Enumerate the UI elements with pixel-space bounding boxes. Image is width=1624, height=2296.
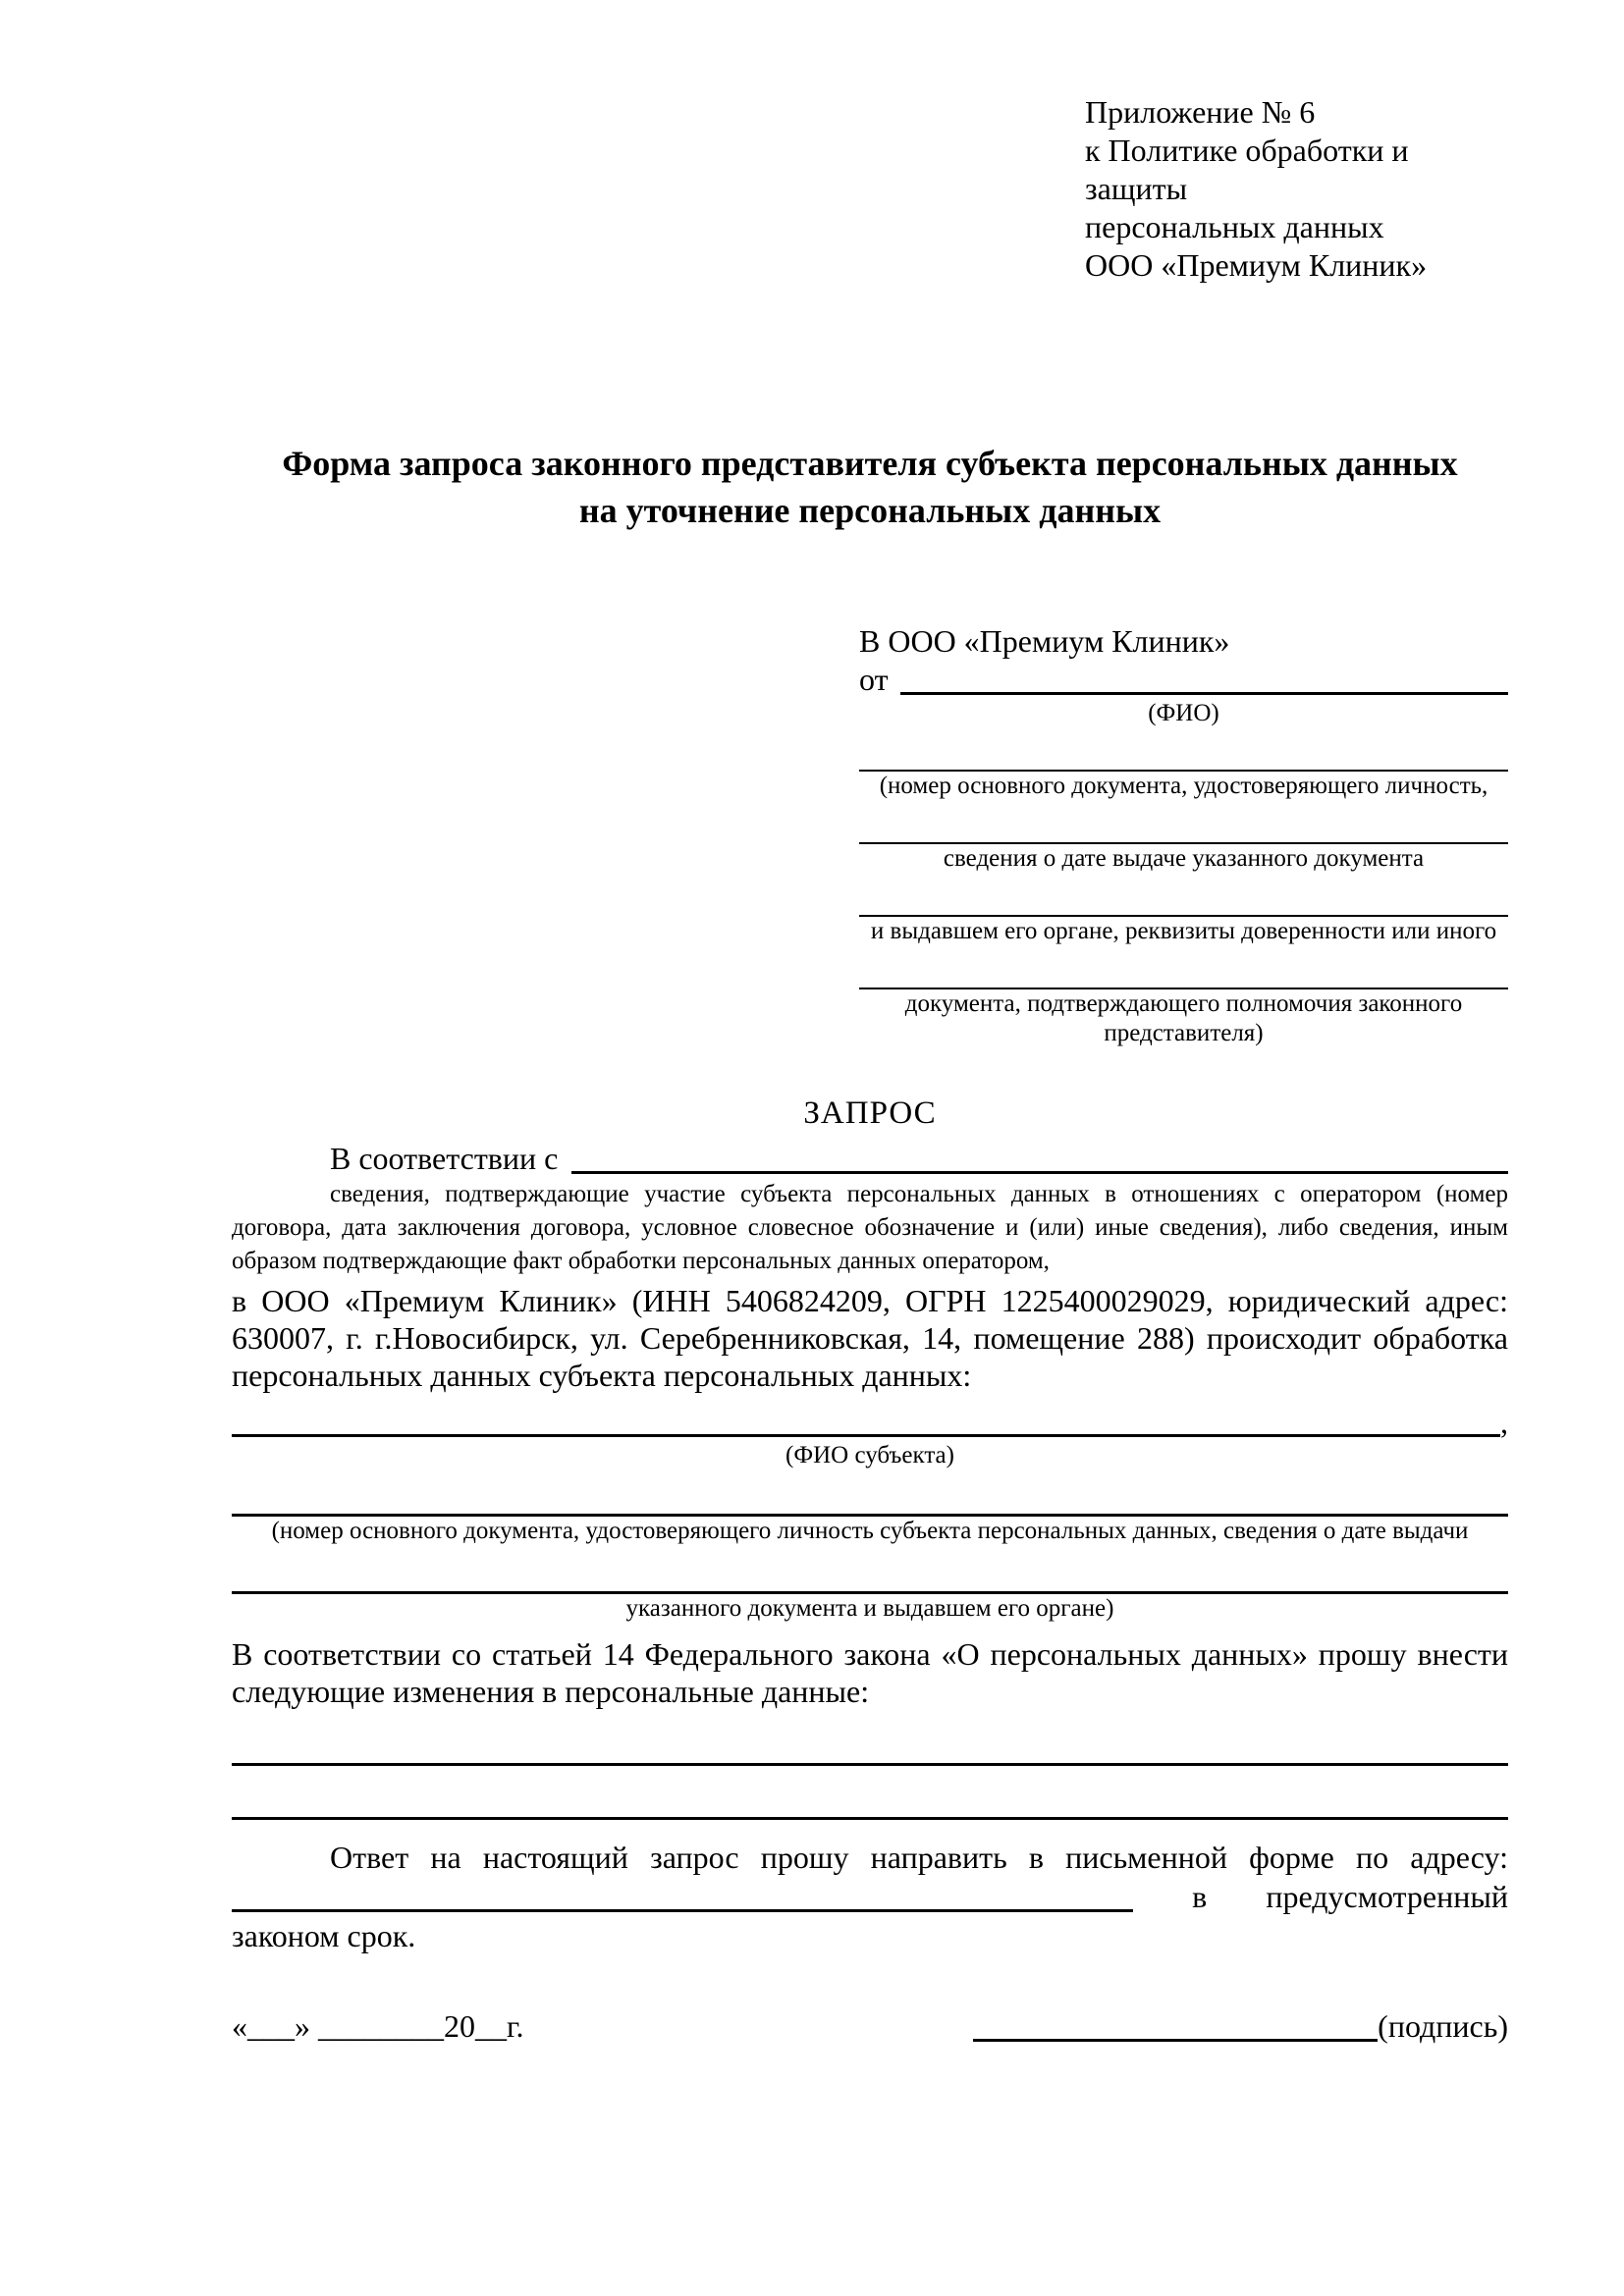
reply-word-in: в: [1192, 1879, 1208, 1914]
representative-doc-caption-3: и выдавшем его органе, реквизиты доверенности или иного: [870, 918, 1497, 944]
subject-doc-fill-line-2: [232, 1546, 1508, 1594]
document-title-line1: Форма запроса законного представителя субъекта персональных данных: [282, 444, 1458, 483]
fio-caption: (ФИО): [1148, 700, 1219, 726]
representative-doc-fill-line-1: [859, 728, 1508, 772]
fio-line-comma: ,: [1500, 1405, 1508, 1440]
addressee-to: В ООО «Премиум Клиник»: [859, 623, 1230, 659]
subject-doc-caption-1: (номер основного документа, удостоверяющего личность субъекта персональных данных, сведения о дате выдачи: [271, 1518, 1469, 1544]
reply-word-due: предусмотренный: [1266, 1879, 1508, 1914]
subject-doc-fill-line-1: [232, 1470, 1508, 1517]
subject-doc-caption-2: указанного документа и выдавшем его органе): [625, 1595, 1114, 1622]
document-title-line2: на уточнение персональных данных: [578, 491, 1162, 530]
appendix-block: [1085, 93, 1508, 285]
representative-doc-fill-line-2: [859, 801, 1508, 844]
reply-paragraph-line3: законом срок.: [232, 1918, 416, 1953]
changes-fill-line-2: [232, 1766, 1508, 1820]
signature-caption: (подпись): [1378, 2008, 1508, 2044]
reply-address-row: [232, 1877, 1508, 1916]
operator-paragraph: в ООО «Премиум Клиник» (ИНН 5406824209, ОГРН 1225400029029, юридический адрес: 630007, г. г.Новосибирск, ул. Серебренниковская, 14, помещение 288) происходит обработка персональных данных субъекта персональных данных:: [232, 1283, 1508, 1393]
reply-paragraph-line1: Ответ на настоящий запрос прошу направить в письменной форме по адресу:: [330, 1840, 1508, 1875]
from-row: [859, 661, 1508, 699]
representative-doc-fill-line-4: [859, 946, 1508, 989]
representative-doc-caption-1: (номер основного документа, удостоверяющего личность,: [879, 773, 1489, 799]
appendix-line: персональных данных: [1085, 209, 1384, 244]
date-blank: «___» ________20__г.: [232, 2008, 524, 2044]
appendix-line: Приложение № 6: [1085, 94, 1316, 130]
intro-caption: сведения, подтверждающие участие субъекта персональных данных в отношениях с оператором (номер договора, дата заключения договора, условное словесное обозначение и (или) иные сведения), либо сведения, иным образом подтверждающие факт обработки персональных данных оператором,: [232, 1181, 1508, 1274]
signature-group: [973, 2006, 1508, 2046]
representative-doc-caption-2: сведения о дате выдаче указанного документа: [943, 845, 1425, 872]
reply-address-fill-line: [232, 1909, 1133, 1912]
law-paragraph: В соответствии со статьей 14 Федерального закона «О персональных данных» прошу внести следующие изменения в персональные данные:: [232, 1636, 1508, 1709]
basis-fill-line: [571, 1140, 1508, 1174]
signature-fill-line: [973, 2039, 1378, 2042]
request-heading: ЗАПРОС: [803, 1095, 937, 1131]
appendix-line: к Политике обработки и защиты: [1085, 133, 1409, 206]
subject-fio-caption: (ФИО субъекта): [785, 1442, 954, 1468]
addressee-block: [859, 622, 1508, 1048]
representative-fio-fill-line: [900, 661, 1508, 695]
changes-fill-line-1: [232, 1726, 1508, 1766]
subject-fio-row: [232, 1404, 1508, 1441]
representative-doc-caption-4: документа, подтверждающего полномочия законного представителя): [904, 990, 1463, 1046]
signature-row: [232, 2006, 1508, 2046]
appendix-line: ООО «Премиум Клиник»: [1085, 247, 1428, 283]
intro-prefix: В соответствии с: [330, 1141, 559, 1176]
intro-row: [232, 1140, 1508, 1178]
representative-doc-fill-line-3: [859, 874, 1508, 917]
subject-fio-fill-line: [232, 1434, 1500, 1437]
document-title: [232, 440, 1508, 534]
from-label: от: [859, 662, 889, 697]
